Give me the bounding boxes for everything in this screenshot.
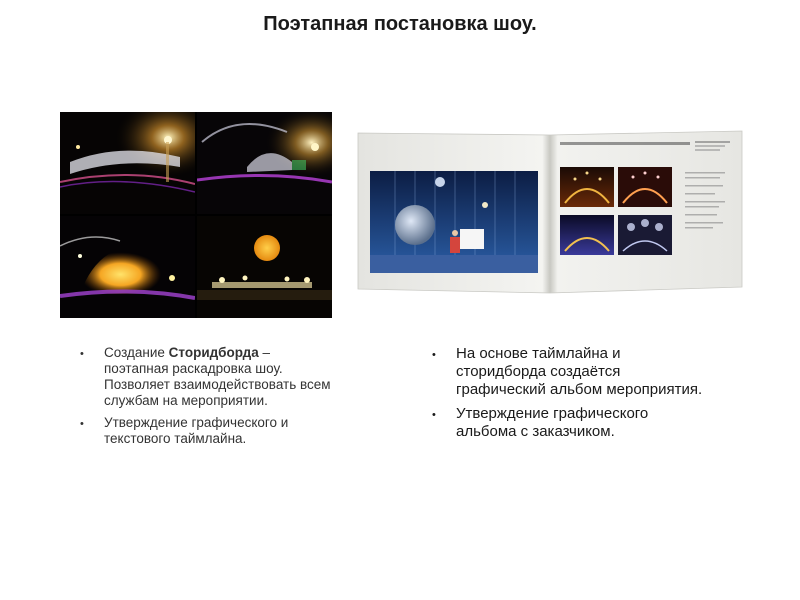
bullet-glyph: • bbox=[432, 349, 436, 361]
storyboard-frame-2 bbox=[197, 112, 332, 214]
slide-title: Поэтапная постановка шоу. bbox=[263, 13, 537, 35]
bullet-text: Утверждение графического и текстового таймлайна. bbox=[104, 415, 289, 446]
storyboard-frame-4 bbox=[197, 216, 332, 318]
list-item bbox=[80, 345, 334, 409]
list-item bbox=[432, 345, 706, 399]
storyboard-image bbox=[60, 112, 332, 318]
bullet-glyph: • bbox=[80, 348, 84, 360]
storyboard-bullets bbox=[80, 345, 334, 453]
bullet-text-bold: Сторидборда bbox=[168, 345, 259, 360]
bullet-text-prefix: Создание bbox=[104, 345, 169, 360]
storyboard-frame-3 bbox=[60, 216, 195, 318]
album-bullets bbox=[432, 345, 706, 447]
storyboard-frame-1 bbox=[60, 112, 195, 214]
bullet-glyph: • bbox=[80, 418, 84, 430]
list-item bbox=[80, 415, 334, 447]
bullet-text: Утверждение графического альбома с заказчиком. bbox=[456, 405, 649, 440]
bullet-text: На основе таймлайна и сторидборда создаётся графический альбом мероприятия. bbox=[456, 345, 703, 398]
bullet-text-suffix: – поэтапная раскадровка шоу. Позволяет взаимодействовать всем службам на мероприятии. bbox=[104, 345, 331, 408]
graphic-album-image bbox=[355, 127, 745, 295]
list-item bbox=[432, 405, 706, 441]
bullet-glyph: • bbox=[432, 409, 436, 421]
